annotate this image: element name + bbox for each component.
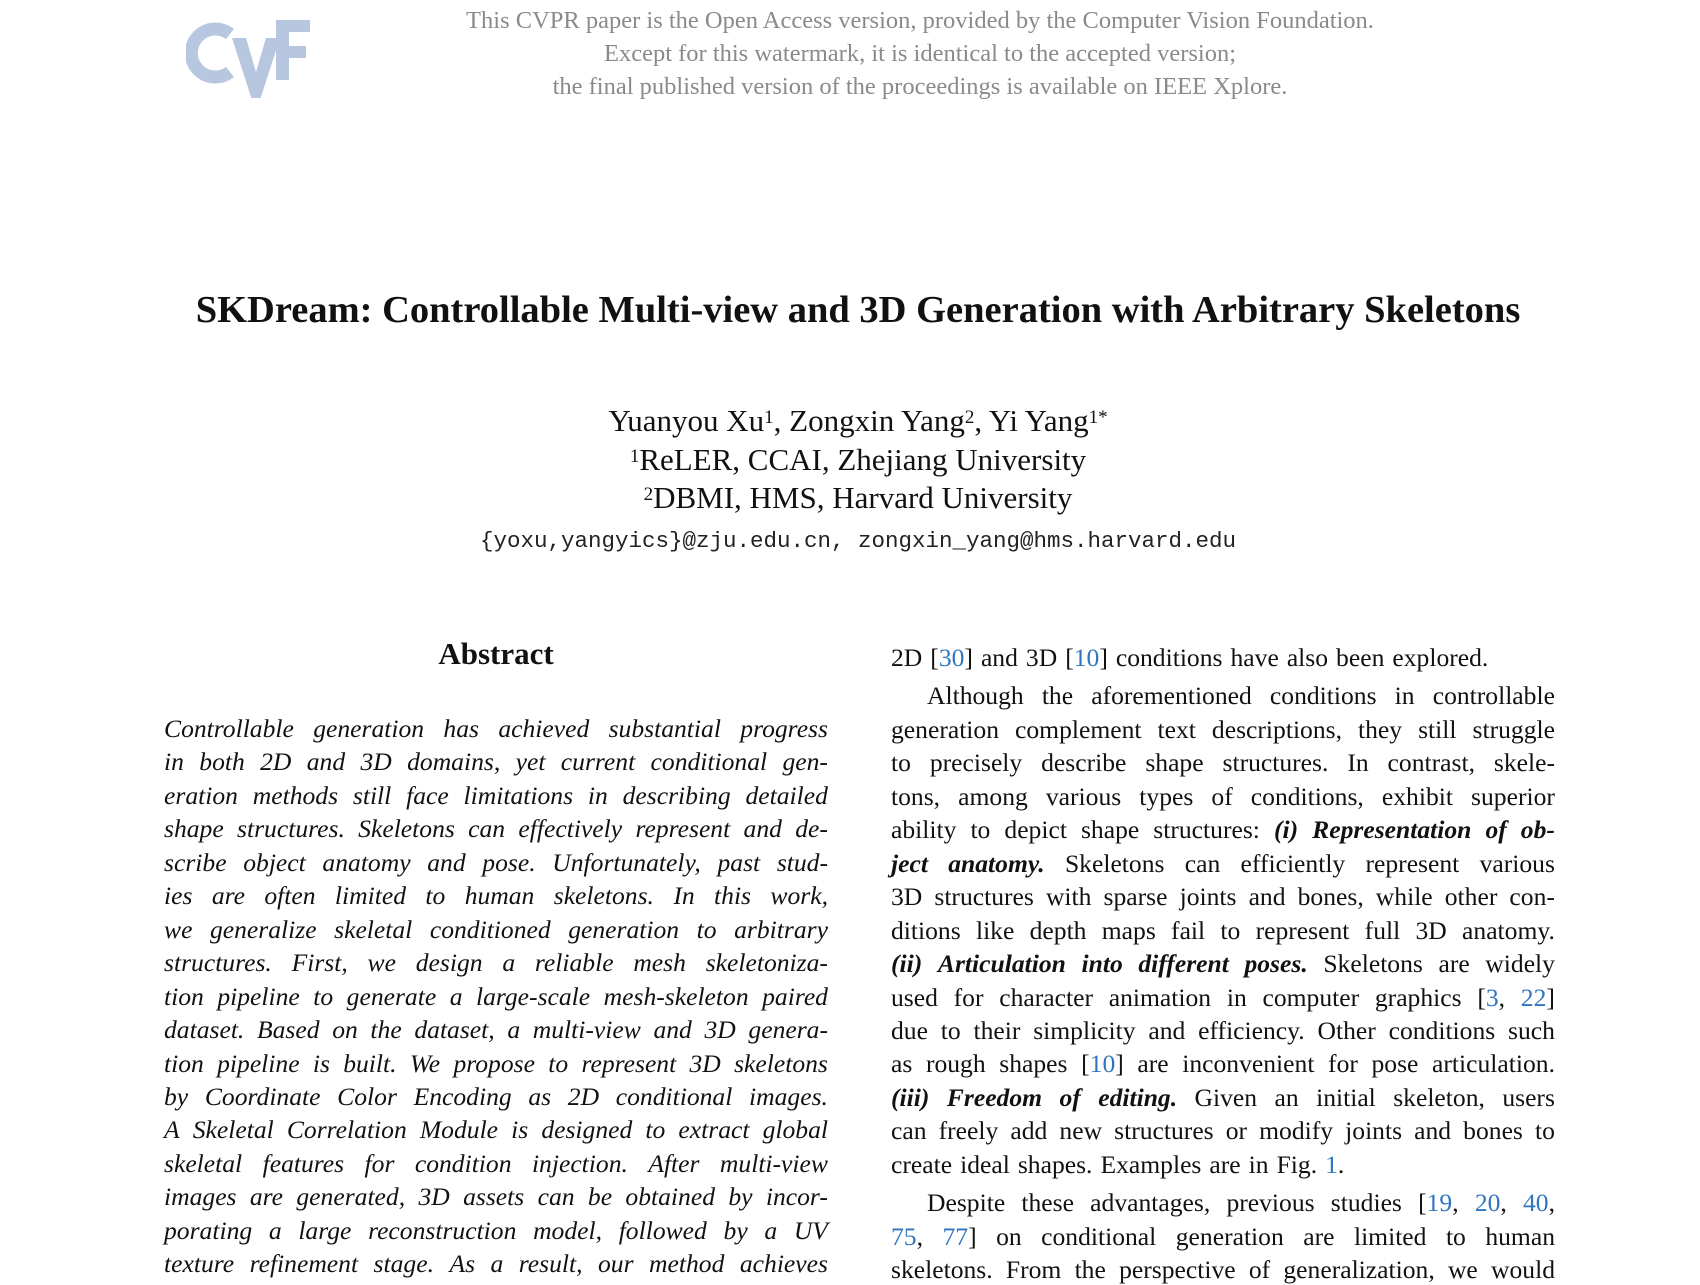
affil-sup: 2 <box>643 484 654 505</box>
citation-link[interactable]: 20 <box>1474 1188 1501 1218</box>
body-line: (iii) Freedom of editing. Given an initial skeleton, users <box>891 1082 1555 1112</box>
abstract-line: Controllable generation has achieved substantial progress <box>164 714 828 743</box>
author-name: Yuanyou Xu <box>608 403 765 438</box>
watermark-line: Except for this watermark, it is identical to the accepted version; <box>603 40 1236 67</box>
body-line: due to their simplicity and efficiency. Other conditions such <box>891 1015 1555 1045</box>
body-line: can freely add new structures or modify joints and bones to <box>891 1116 1555 1146</box>
emphasis-text: anatomy. <box>948 848 1045 878</box>
author-affil-sup: 1 <box>764 407 774 428</box>
abstract-line: skeletal features for condition injection. After multi-view <box>164 1148 828 1178</box>
abstract-line: porating a large reconstruction model, followed by a UV <box>164 1215 828 1245</box>
paper-title: SKDream: Controllable Multi-view and 3D Generation with Arbitrary Skeletons <box>195 289 1521 331</box>
citation-link[interactable]: 19 <box>1426 1188 1453 1218</box>
body-line: (ii) Articulation into different poses. Skeletons are widely <box>891 949 1555 979</box>
author-affil-sup: 2 <box>964 407 975 428</box>
body-line: create ideal shapes. Examples are in Fig. 1. <box>891 1149 1345 1179</box>
body-line: as rough shapes [10] are inconvenient for pose articulation. <box>891 1049 1555 1079</box>
citation-link[interactable]: 10 <box>1073 643 1100 672</box>
abstract-line: eration methods still face limitations in describing detailed <box>164 780 828 810</box>
body-line: ject anatomy. Skeletons can efficiently represent various <box>891 848 1555 878</box>
body-line: Although the aforementioned conditions in controllable <box>927 681 1555 711</box>
citation-link[interactable]: 3 <box>1485 982 1499 1012</box>
watermark-line: the final published version of the proceedings is available on IEEE Xplore. <box>552 73 1288 100</box>
body-line: generation complement text descriptions, they still struggle <box>891 714 1555 744</box>
emphasis-text: Representation <box>1312 815 1472 845</box>
abstract-line: dataset. Based on the dataset, a multi-view and 3D genera- <box>164 1015 828 1045</box>
body-line: ditions like depth maps fail to represent full 3D anatomy. <box>891 915 1555 945</box>
body-line: Despite these advantages, previous studies [19, 20, 40, <box>927 1188 1555 1218</box>
abstract-line: in both 2D and 3D domains, yet current conditional gen- <box>164 747 828 777</box>
author-affil-sup: 1* <box>1088 407 1108 428</box>
abstract-line: tion pipeline is built. We propose to represent 3D skeletons <box>164 1048 828 1078</box>
abstract-line: images are generated, 3D assets can be obtained by incor- <box>164 1182 828 1212</box>
emphasis-text: ob- <box>1520 815 1555 845</box>
emphasis-text: of <box>1059 1082 1081 1112</box>
author-list: Yuanyou Xu$^1$, Zongxin Yang$^2$, Yi Yang$^{1*}$ <box>608 403 1108 438</box>
author-block <box>0 402 1700 518</box>
abstract-line: tion pipeline to generate a large-scale mesh-skeleton paired <box>164 981 828 1011</box>
body-line: skeletons. From the perspective of generalization, we would <box>891 1255 1555 1285</box>
abstract-heading: Abstract <box>438 636 554 671</box>
abstract-line: ies are often limited to human skeletons. In this work, <box>164 881 828 911</box>
watermark-line: This CVPR paper is the Open Access version, provided by the Computer Vision Foundation. <box>466 7 1374 34</box>
author-name: Zongxin Yang <box>789 403 965 438</box>
body-line: 3D structures with sparse joints and bones, while other con- <box>891 882 1555 912</box>
abstract-line: by Coordinate Color Encoding as 2D conditional images. <box>164 1081 828 1111</box>
emphasis-text: of <box>1485 815 1507 845</box>
open-access-watermark <box>330 4 1510 103</box>
affiliation <box>0 479 1700 518</box>
emphasis-text: (ii) <box>891 949 923 979</box>
abstract-line: we generalize skeletal conditioned generation to arbitrary <box>164 914 828 944</box>
body-line: used for character animation in computer graphics [3, 22] <box>891 982 1555 1012</box>
body-line: tons, among various types of conditions, exhibit superior <box>891 781 1555 811</box>
citation-link[interactable]: 22 <box>1520 982 1547 1012</box>
affiliation <box>0 441 1700 480</box>
emphasis-text: Articulation <box>937 949 1066 979</box>
emphasis-text: (iii) <box>891 1082 930 1112</box>
emphasis-text: into <box>1081 949 1123 979</box>
abstract-line: shape structures. Skeletons can effectively represent and de- <box>164 814 828 844</box>
abstract-line: A Skeletal Correlation Module is designed to extract global <box>164 1115 828 1145</box>
body-line: 75, 77] on conditional generation are limited to human <box>891 1221 1555 1251</box>
cvf-logo <box>186 14 314 98</box>
citation-link[interactable]: 40 <box>1523 1188 1549 1218</box>
emphasis-text: editing. <box>1098 1082 1178 1112</box>
citation-link[interactable]: 30 <box>938 643 965 672</box>
abstract-line: texture refinement stage. As a result, our method achieves <box>164 1249 828 1279</box>
citation-link[interactable]: 1 <box>1325 1149 1338 1179</box>
affil-text: ReLER, CCAI, Zhejiang University <box>639 441 1087 477</box>
author-name: Yi Yang <box>988 403 1089 438</box>
abstract-line: structures. First, we design a reliable mesh skeletoniza- <box>164 948 828 978</box>
emphasis-text: (i) <box>1273 815 1299 845</box>
affil-text: DBMI, HMS, Harvard University <box>653 480 1073 515</box>
citation-link[interactable]: 77 <box>942 1221 969 1251</box>
body-line: ability to depict shape structures: (i) Representation of ob- <box>891 815 1555 845</box>
emphasis-text: poses. <box>1244 949 1308 979</box>
citation-link[interactable]: 75 <box>891 1221 917 1251</box>
citation-link[interactable]: 10 <box>1089 1049 1116 1079</box>
emphasis-text: different <box>1138 949 1229 979</box>
affil-sup: 1 <box>629 445 640 467</box>
emphasis-text: ject <box>891 848 928 878</box>
emphasis-text: Freedom <box>946 1082 1043 1112</box>
author-emails: {yoxu,yangyics}@zju.edu.cn, zongxin_yang@hms.harvard.edu <box>479 528 1237 554</box>
body-line: to precisely describe shape structures. In contrast, skele- <box>891 748 1555 778</box>
abstract-line: scribe object anatomy and pose. Unfortunately, past stud- <box>164 847 828 877</box>
body-line: 2D [30] and 3D [10] conditions have also been explored. <box>891 643 1489 672</box>
